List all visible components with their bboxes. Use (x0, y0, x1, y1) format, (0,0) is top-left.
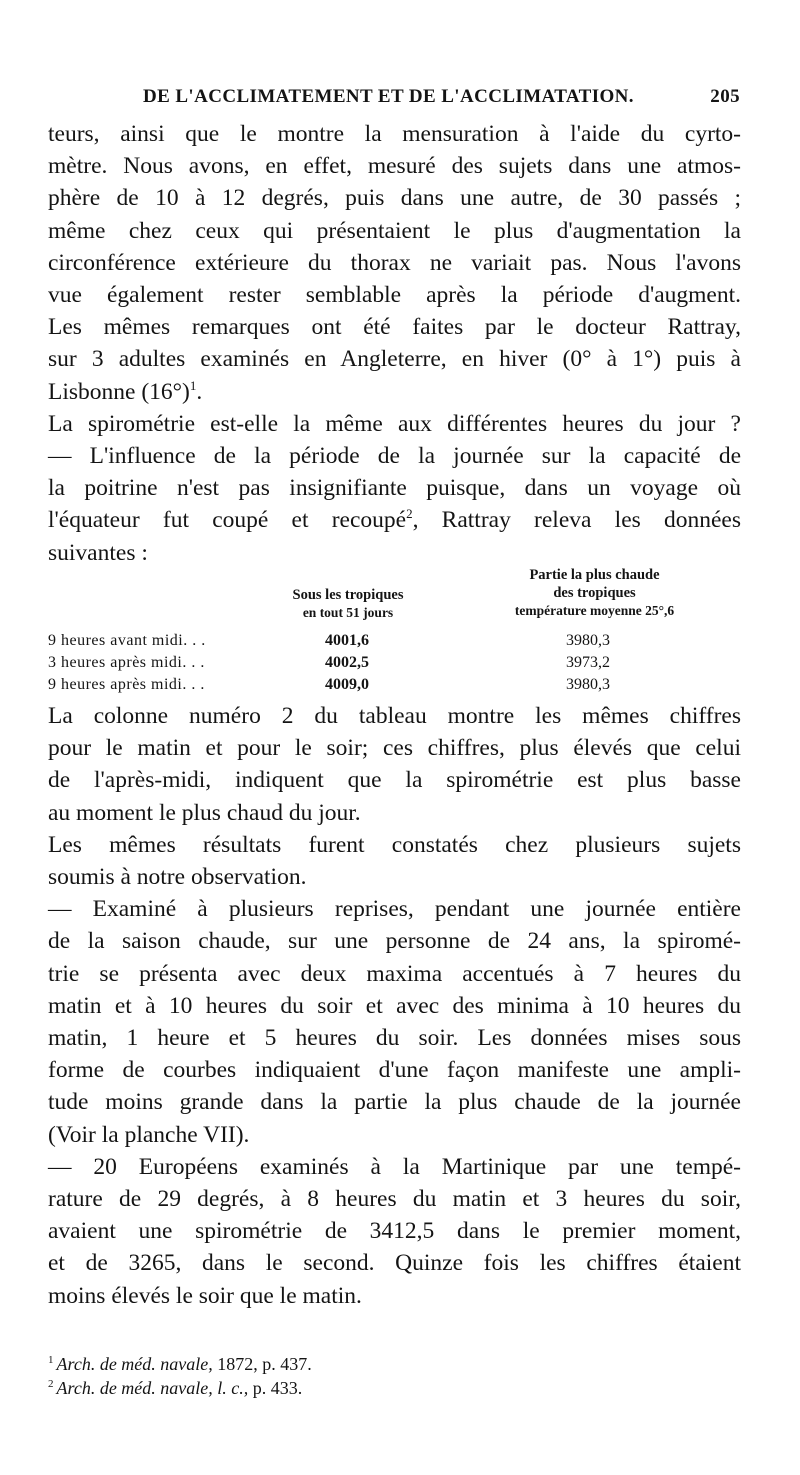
header-line: en tout 51 jours (302, 605, 394, 620)
text-line: moins élevés le soir que le matin. (48, 1282, 362, 1309)
footnote-number: 2 (48, 1378, 54, 1390)
text-line: teurs, ainsi que le montre la mensuration à l'aide du cyrto- (48, 121, 741, 147)
footnote-source: Arch. de méd. navale, (56, 1354, 213, 1374)
text-line: Les mêmes remarques ont été faites par le docteur Rattray, (48, 314, 741, 341)
text-line: même chez ceux qui présentaient le plus d'augmentation la (48, 217, 741, 244)
table-header-col2 (448, 566, 741, 620)
text-line: de l'après-midi, indiquent que la spirométrie est plus basse (48, 767, 741, 794)
body-text-top (48, 118, 741, 569)
text-line: sur 3 adultes examinés en Angleterre, en hiver (0° à 1°) puis à (48, 346, 741, 373)
footnote-ref: 1872, p. 437. (212, 1354, 312, 1374)
page-number: 205 (710, 86, 740, 107)
text-line: matin, 1 heure et 5 heures du soir. Les données mises sous (48, 1025, 741, 1052)
footnote-ref: p. 433. (248, 1378, 303, 1398)
text-line: soumis à notre observation. (48, 864, 307, 891)
footnote (48, 1376, 312, 1400)
text-line: tude moins grande dans la partie la plus chaude de la journée (48, 1089, 741, 1116)
text-line: de la saison chaude, sur une personne de 24 ans, la spiromé- (48, 928, 741, 955)
text-line: circonférence extérieure du thorax ne variait pas. Nous l'avons (48, 249, 741, 276)
text-line: avaient une spirométrie de 3412,5 dans le premier moment, (48, 1218, 741, 1245)
text-line: (Voir la planche VII). (48, 1121, 250, 1148)
text-line: mètre. Nous avons, en effet, mesuré des sujets dans une atmos- (48, 153, 741, 180)
footnote (48, 1352, 312, 1376)
row-value-col2: 3980,3 (566, 632, 610, 649)
text-line (48, 376, 741, 408)
text-fragment: l'équateur fut coupé et recoupé (48, 507, 407, 534)
row-value-col1: 4001,6 (325, 632, 369, 649)
text-line: vue également rester semblable après la période d'augment. (48, 282, 741, 309)
row-value-col2: 3973,2 (566, 654, 610, 671)
text-line: phère de 10 à 12 degrés, puis dans une autre, de 30 passés ; (48, 185, 741, 212)
body-text-bottom (48, 700, 741, 1312)
text-line: et de 3265, dans le second. Quinze fois les chiffres étaient (48, 1250, 741, 1277)
row-value-col1: 4009,0 (325, 676, 369, 693)
text-line: pour le matin et pour le soir; ces chiffres, plus élevés que celui (48, 735, 741, 762)
footnotes (48, 1352, 312, 1400)
text-fragment: . (196, 378, 203, 405)
row-value-col2: 3980,3 (566, 676, 610, 693)
text-line: La colonne numéro 2 du tableau montre les mêmes chiffres (48, 703, 741, 729)
header-line: température moyenne 25°,6 (514, 603, 675, 618)
table-header-col1 (258, 586, 438, 622)
text-line: suivantes : (48, 539, 148, 566)
table-row (48, 632, 741, 654)
running-title: DE L'ACCLIMATEMENT ET DE L'ACCLIMATATION. (143, 86, 634, 107)
row-value-col1: 4002,5 (325, 654, 369, 671)
footnote-source: Arch. de méd. navale, l. c., (56, 1378, 249, 1398)
text-fragment: Lisbonne (16°) (48, 378, 190, 405)
footnote-number: 1 (48, 1354, 54, 1366)
table-row (48, 676, 741, 698)
footnote-mark: 2 (406, 506, 413, 522)
text-line: — L'influence de la période de la journée sur la capacité de (48, 443, 741, 470)
footnote-mark: 1 (189, 377, 197, 393)
text-fragment: , Rattray releva les données (412, 507, 741, 534)
row-label: 9 heures avant midi. . . (48, 632, 206, 649)
text-line: — 20 Européens examinés à la Martinique par une tempé- (48, 1153, 741, 1180)
text-line: rature de 29 degrés, à 8 heures du matin et 3 heures du soir, (48, 1186, 741, 1213)
text-line: trie se présenta avec deux maxima accentués à 7 heures du (48, 960, 741, 987)
row-label: 3 heures après midi. . . (48, 654, 205, 671)
running-head (48, 86, 740, 116)
header-line: Sous les tropiques (292, 587, 404, 603)
row-label: 9 heures après midi. . . (48, 676, 205, 693)
text-line: — Examiné à plusieurs reprises, pendant une journée entière (48, 896, 741, 923)
text-line (48, 504, 741, 536)
header-line: Partie la plus chaude (529, 567, 660, 583)
text-line: La spirométrie est-elle la même aux différentes heures du jour ? (48, 410, 741, 437)
text-line: au moment le plus chaud du jour. (48, 799, 361, 826)
table-row (48, 654, 741, 676)
text-line: forme de courbes indiquaient d'une façon manifeste une ampli- (48, 1057, 741, 1084)
text-line: matin et à 10 heures du soir et avec des minima à 10 heures du (48, 992, 741, 1019)
text-line: la poitrine n'est pas insignifiante puisque, dans un voyage où (48, 475, 741, 502)
header-line: des tropiques (553, 585, 636, 601)
text-line: Les mêmes résultats furent constatés chez plusieurs sujets (48, 831, 741, 858)
